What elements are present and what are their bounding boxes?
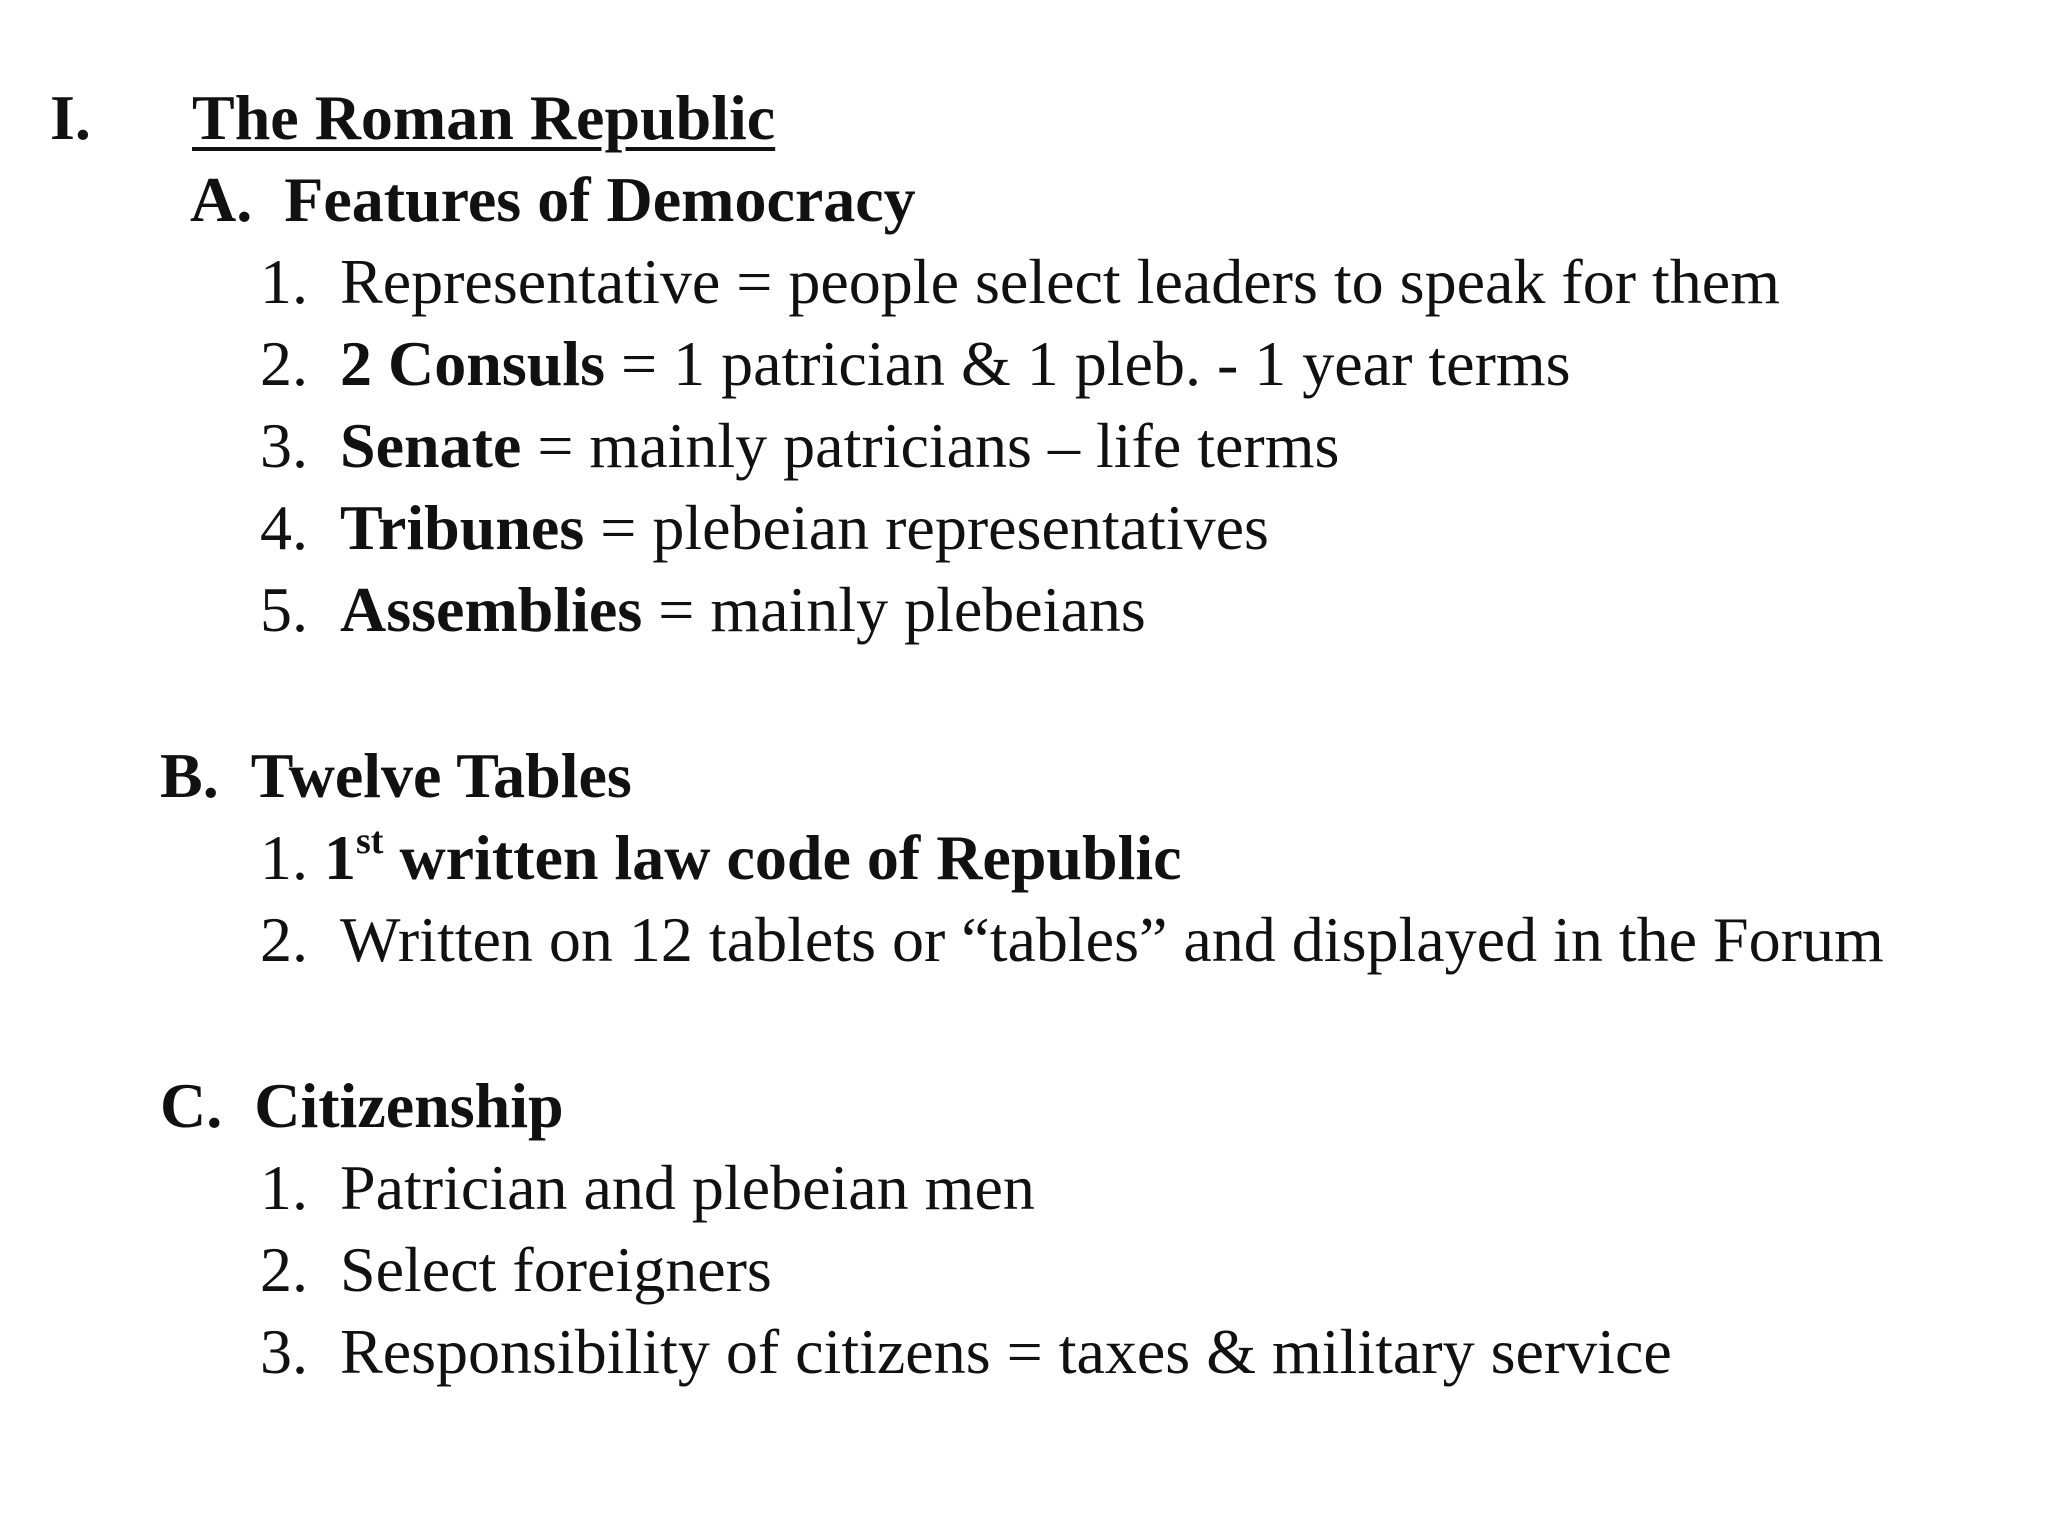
section-a-item-4 (260, 492, 1269, 563)
section-b-heading (160, 740, 632, 811)
item-number: 2. (260, 328, 308, 399)
section-c-marker: C. (160, 1070, 223, 1141)
section-c-title: Citizenship (254, 1070, 564, 1141)
item-number: 5. (260, 574, 308, 645)
item-term: Senate (340, 410, 522, 481)
outline-title: The Roman Republic (192, 82, 776, 153)
section-c-heading (160, 1070, 564, 1141)
section-a-title: Features of Democracy (284, 164, 916, 235)
item-term: Tribunes (340, 492, 585, 563)
item-text: = plebeian representatives (584, 492, 1269, 563)
item-text: Patrician and plebeian men (340, 1152, 1035, 1223)
item-text: Written on 12 tablets or “tables” and displayed in the Forum (340, 904, 1884, 975)
item-number: 1. (260, 246, 308, 317)
section-a-heading (190, 164, 916, 235)
roman-numeral: I. (50, 82, 91, 153)
section-b-title: Twelve Tables (250, 740, 632, 811)
item-text: Select foreigners (340, 1234, 772, 1305)
ordinal-suffix: st (356, 820, 384, 862)
section-a-marker: A. (190, 164, 253, 235)
item-text: = mainly patricians – life terms (521, 410, 1340, 481)
ordinal-number: 1 (324, 822, 356, 893)
item-number: 1. (260, 822, 308, 893)
section-c-item-3 (260, 1316, 1672, 1387)
section-a-item-5 (260, 574, 1146, 645)
item-term: Assemblies (340, 574, 643, 645)
item-number: 2. (260, 904, 308, 975)
item-term (324, 822, 1182, 893)
section-b-item-2 (260, 904, 1884, 975)
section-b-item-1 (260, 820, 1182, 893)
item-text: = 1 patrician & 1 pleb. - 1 year terms (605, 328, 1571, 399)
section-a-item-1 (260, 246, 1780, 317)
section-a-item-2 (260, 328, 1571, 399)
item-text: = mainly plebeians (642, 574, 1146, 645)
item-number: 4. (260, 492, 308, 563)
section-a-item-3 (260, 410, 1340, 481)
item-term-rest: written law code of Republic (383, 822, 1182, 893)
section-b-marker: B. (160, 740, 219, 811)
item-number: 2. (260, 1234, 308, 1305)
item-number: 3. (260, 1316, 308, 1387)
item-text: Responsibility of citizens = taxes & military service (340, 1316, 1672, 1387)
item-number: 3. (260, 410, 308, 481)
item-text: Representative = people select leaders to speak for them (340, 246, 1780, 317)
item-number: 1. (260, 1152, 308, 1223)
section-c-item-2 (260, 1234, 772, 1305)
section-c-item-1 (260, 1152, 1035, 1223)
item-term: 2 Consuls (340, 328, 605, 399)
